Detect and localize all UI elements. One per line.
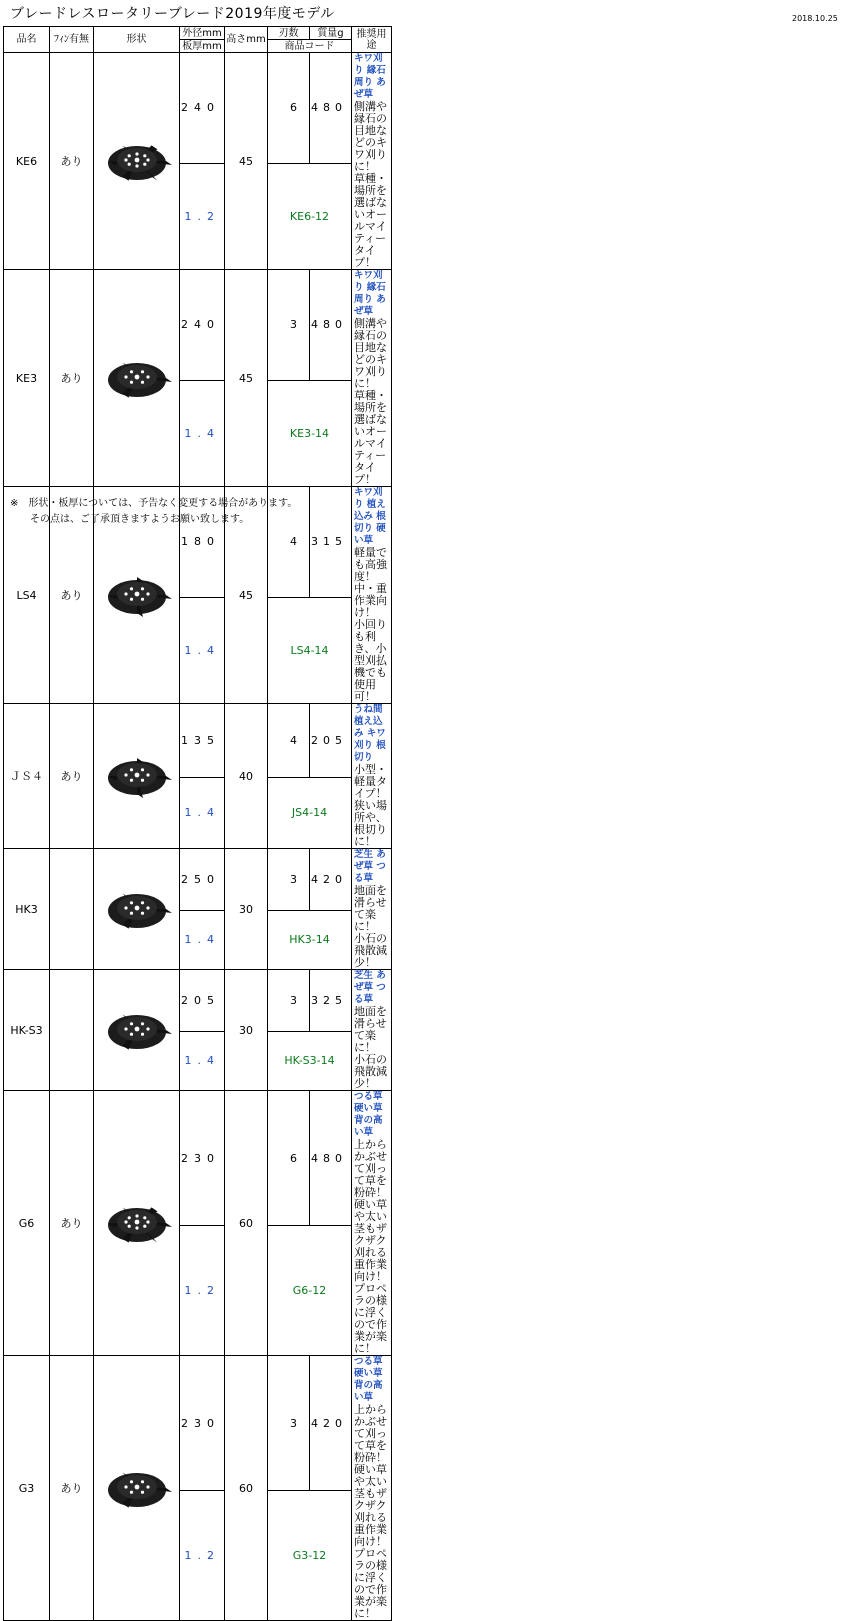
usage-line-2: 硬い草や太い茎もザクザク刈れる重作業向け！ [354, 1463, 387, 1548]
product-name: LS4 [4, 487, 50, 704]
product-code: G3-12 [268, 1491, 352, 1621]
mass-value: 420 [310, 849, 352, 911]
height-value: 45 [225, 53, 268, 270]
usage-tags: 芝生 あぜ草 つる草 [354, 970, 386, 1005]
usage-cell [352, 270, 392, 487]
fin-value: あり [50, 53, 94, 270]
usage-line-1: 上からかぶせて刈って草を粉砕！ [354, 1403, 387, 1464]
mass-value: 325 [310, 970, 352, 1032]
header-shape: 形状 [94, 27, 180, 53]
blade-icon [106, 1201, 168, 1245]
height-value: 40 [225, 704, 268, 849]
height-value: 30 [225, 849, 268, 970]
usage-cell [352, 1091, 392, 1356]
blade-icon [106, 1466, 168, 1510]
fin-value: あり [50, 1356, 94, 1621]
product-name: HK-S3 [4, 970, 50, 1091]
usage-line-1: 側溝や縁石の目地などのキワ刈りに！ [354, 317, 387, 390]
usage-tags: つる草 硬い草 背の高い草 [354, 1356, 383, 1403]
plate-thickness: 1.4 [180, 1031, 225, 1090]
usage-line-3: プロペラの様に浮くので作業が楽に！ [354, 1282, 387, 1355]
height-value: 60 [225, 1091, 268, 1356]
mass-value: 205 [310, 704, 352, 778]
table-row [4, 53, 850, 164]
product-name: KE6 [4, 53, 50, 270]
product-code: LS4-14 [268, 597, 352, 703]
table-row [4, 1091, 850, 1226]
blade-count: 6 [268, 53, 310, 164]
header-thickness: 板厚mm [180, 40, 225, 53]
footnote-line-2: その点は、ご了承頂きますようお願い致します。 [10, 514, 250, 525]
header-name: 品名 [4, 27, 50, 53]
usage-line-2: 小石の飛散減少！ [354, 932, 387, 969]
blade-count: 3 [268, 1356, 310, 1491]
table-row [4, 970, 850, 1032]
shape-image [94, 704, 180, 849]
blade-icon [106, 139, 168, 183]
product-code: HK-S3-14 [268, 1031, 352, 1090]
plate-thickness: 1.4 [180, 597, 225, 703]
outer-diameter: 240 [180, 53, 225, 164]
usage-line-1: 地面を滑らせて楽に！ [354, 884, 387, 933]
outer-diameter: 180 [180, 487, 225, 598]
outer-diameter: 230 [180, 1091, 225, 1226]
product-name: KE3 [4, 270, 50, 487]
fin-value: あり [50, 1091, 94, 1356]
mass-value: 420 [310, 1356, 352, 1491]
plate-thickness: 1.2 [180, 1226, 225, 1356]
height-value: 45 [225, 487, 268, 704]
blade-count: 3 [268, 970, 310, 1032]
plate-thickness: 1.4 [180, 380, 225, 486]
date-label: 2018.10.25 [792, 14, 838, 23]
table-row [4, 704, 850, 778]
outer-diameter: 250 [180, 849, 225, 911]
header-outer: 外径mm [180, 27, 225, 40]
mass-value: 480 [310, 270, 352, 381]
usage-tags: つる草 硬い草 背の高い草 [354, 1091, 383, 1138]
usage-line-2: 硬い草や太い茎もザクザク刈れる重作業向け！ [354, 1198, 387, 1283]
table-row [4, 1356, 850, 1491]
spec-table [3, 26, 850, 1621]
table-row [4, 849, 850, 911]
shape-image [94, 53, 180, 270]
mass-value: 480 [310, 1091, 352, 1226]
usage-cell [352, 970, 392, 1091]
fin-value: あり [50, 270, 94, 487]
blade-icon [106, 887, 168, 931]
blade-icon [106, 1008, 168, 1052]
height-value: 30 [225, 970, 268, 1091]
blade-count: 4 [268, 487, 310, 598]
usage-tags: キワ刈り 縁石周り あぜ草 [354, 270, 386, 317]
usage-line-2: 狭い場所や、根切りに！ [354, 799, 387, 848]
shape-image [94, 1091, 180, 1356]
blade-count: 3 [268, 270, 310, 381]
usage-line-1: 地面を滑らせて楽に！ [354, 1005, 387, 1054]
outer-diameter: 205 [180, 970, 225, 1032]
blade-icon [106, 356, 168, 400]
usage-line-1: 小型・軽量タイプ！ [354, 763, 387, 800]
fin-value: あり [50, 704, 94, 849]
plate-thickness: 1.4 [180, 910, 225, 969]
usage-tags: うね間 植え込み キワ刈り 根切り [354, 704, 386, 763]
page-title: ブレードレスロータリーブレード2019年度モデル [10, 6, 335, 22]
usage-cell [352, 1356, 392, 1621]
product-code: HK3-14 [268, 910, 352, 969]
product-name: G3 [4, 1356, 50, 1621]
usage-cell [352, 487, 392, 704]
fin-value [50, 849, 94, 970]
height-value: 45 [225, 270, 268, 487]
header-fin: ﾌｨﾝ有無 [50, 27, 94, 53]
shape-image [94, 849, 180, 970]
usage-line-2: 草種・場所を選ばないオールマイティータイプ！ [354, 389, 387, 486]
usage-line-2: 小回りも利き、小型刈払機でも使用可！ [354, 618, 387, 703]
header-usage: 推奨用途 [352, 27, 392, 53]
header-mass: 質量g [310, 27, 352, 40]
product-code: JS4-14 [268, 777, 352, 848]
usage-cell [352, 704, 392, 849]
product-code: G6-12 [268, 1226, 352, 1356]
product-code: KE6-12 [268, 163, 352, 269]
usage-line-2: 草種・場所を選ばないオールマイティータイプ！ [354, 172, 387, 269]
plate-thickness: 1.2 [180, 163, 225, 269]
blade-count: 4 [268, 704, 310, 778]
outer-diameter: 230 [180, 1356, 225, 1491]
height-value: 60 [225, 1356, 268, 1621]
usage-cell [352, 53, 392, 270]
usage-tags: キワ刈り 縁石周り あぜ草 [354, 53, 386, 100]
header-height: 高さmm [225, 27, 268, 53]
usage-line-1: 軽量でも高強度！中・重作業向け！ [354, 546, 387, 619]
usage-line-3: プロペラの様に浮くので作業が楽に！ [354, 1547, 387, 1620]
product-name: ＪＳ４ [4, 704, 50, 849]
blade-count: 6 [268, 1091, 310, 1226]
plate-thickness: 1.2 [180, 1491, 225, 1621]
shape-image [94, 970, 180, 1091]
header-code: 商品コード [268, 40, 352, 53]
plate-thickness: 1.4 [180, 777, 225, 848]
footnote-line-1: ※ 形状・板厚については、予告なく変更する場合があります。 [10, 498, 298, 509]
shape-image [94, 1356, 180, 1621]
fin-value: あり [50, 487, 94, 704]
usage-line-2: 小石の飛散減少！ [354, 1053, 387, 1090]
usage-line-1: 上からかぶせて刈って草を粉砕！ [354, 1138, 387, 1199]
mass-value: 480 [310, 53, 352, 164]
product-code: KE3-14 [268, 380, 352, 486]
blade-icon [106, 573, 168, 617]
fin-value [50, 970, 94, 1091]
header-blades: 刃数 [268, 27, 310, 40]
usage-line-1: 側溝や縁石の目地などのキワ刈りに！ [354, 100, 387, 173]
product-name: HK3 [4, 849, 50, 970]
footnote [10, 496, 297, 528]
product-name: G6 [4, 1091, 50, 1356]
usage-tags: 芝生 あぜ草 つる草 [354, 849, 386, 884]
usage-tags: キワ刈り 植え込み 根切り 硬い草 [354, 487, 386, 546]
mass-value: 315 [310, 487, 352, 598]
blade-icon [106, 754, 168, 798]
shape-image [94, 270, 180, 487]
blade-count: 3 [268, 849, 310, 911]
outer-diameter: 135 [180, 704, 225, 778]
usage-cell [352, 849, 392, 970]
table-row [4, 270, 850, 381]
outer-diameter: 240 [180, 270, 225, 381]
